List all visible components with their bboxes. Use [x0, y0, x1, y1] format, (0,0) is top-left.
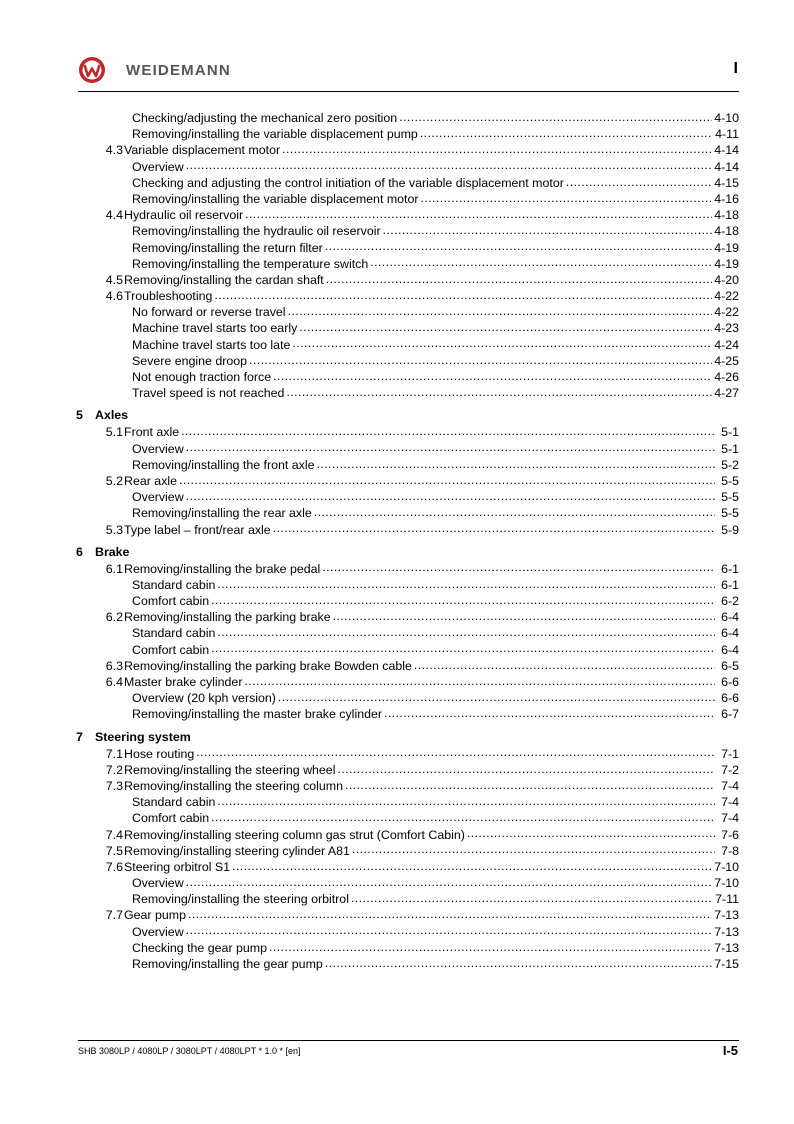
toc-entry-title: Overview (20 kph version)	[132, 691, 276, 706]
toc-entry-page: 7-13	[714, 924, 739, 939]
dot-leader	[188, 907, 712, 919]
toc-entry-number: 6.3	[105, 658, 123, 673]
toc-entry-title: No forward or reverse travel	[132, 305, 286, 320]
toc-entry-section[interactable]	[76, 778, 739, 794]
dot-leader	[414, 658, 715, 670]
page-header	[78, 56, 738, 90]
toc-entry-section[interactable]	[76, 658, 739, 674]
dot-leader	[186, 441, 715, 453]
toc-entry-page: 5-9	[721, 522, 739, 537]
toc-entry-page: 6-4	[721, 626, 739, 641]
dot-leader	[186, 875, 713, 887]
toc-entry-sub[interactable]	[76, 810, 739, 826]
toc-entry-title: Removing/installing the gear pump	[132, 957, 323, 971]
toc-entry-page: 6-7	[721, 707, 739, 722]
dot-leader	[214, 288, 712, 300]
toc-entry-title: Removing/installing the cardan shaft	[124, 272, 324, 287]
toc-entry-sub[interactable]	[76, 690, 739, 706]
dot-leader	[325, 240, 712, 252]
toc-entry-section[interactable]	[76, 288, 739, 304]
toc-entry-sub[interactable]	[76, 625, 739, 641]
dot-leader	[566, 175, 712, 187]
toc-entry-sub[interactable]	[76, 940, 739, 956]
toc-entry-number: 4.5	[105, 272, 123, 287]
toc-entry-page: 7-4	[721, 811, 739, 826]
toc-entry-title: Removing/installing the parking brake Bowden cable	[124, 658, 412, 673]
toc-entry-sub[interactable]	[76, 794, 739, 810]
toc-entry-title: Checking and adjusting the control initiation of the variable displacement motor	[132, 175, 564, 190]
toc-entry-title: Brake	[95, 544, 130, 559]
toc-entry-number: 6.1	[105, 561, 123, 576]
dot-leader	[179, 473, 715, 485]
toc-entry-title: Overview	[132, 924, 184, 939]
toc-entry-title: Checking the gear pump	[132, 940, 268, 955]
toc-entry-page: 7-15	[714, 957, 739, 971]
toc-entry-number: 5.2	[105, 473, 123, 488]
toc-entry-number: 4.4	[105, 208, 123, 223]
toc-entry-page: 7-13	[714, 940, 739, 955]
toc-entry-title: Hose routing	[124, 746, 195, 761]
brand-name: WEIDEMANN	[126, 62, 231, 79]
toc-entry-sub[interactable]	[76, 240, 739, 256]
toc-entry-title: Not enough traction force	[132, 370, 272, 384]
toc-entry-section[interactable]	[76, 424, 739, 440]
toc-entry-chapter[interactable]	[76, 544, 739, 561]
toc-entry-page: 4-18	[714, 224, 739, 239]
header-divider	[78, 91, 739, 92]
dot-leader	[292, 337, 712, 349]
toc-entry-number: 7.6	[105, 859, 123, 874]
toc-entry-sub[interactable]	[76, 706, 739, 722]
dot-leader	[299, 320, 712, 332]
toc-entry-page: 7-2	[721, 762, 739, 777]
toc-entry-number: 6.2	[105, 610, 123, 625]
toc-entry-title: Standard cabin	[132, 626, 216, 641]
toc-entry-title: Comfort cabin	[132, 594, 210, 609]
toc-entry-page: 5-5	[721, 506, 739, 521]
toc-entry-section[interactable]	[76, 561, 739, 577]
toc-entry-page: 4-22	[714, 305, 739, 320]
toc-entry-section[interactable]	[76, 142, 739, 158]
toc-entry-section[interactable]	[76, 907, 739, 923]
toc-entry-title: Travel speed is not reached	[132, 386, 285, 401]
toc-entry-section[interactable]	[76, 859, 739, 875]
dot-leader	[186, 924, 713, 936]
toc-entry-number: 7.5	[105, 843, 123, 858]
toc-entry-page: 5-1	[721, 441, 739, 456]
toc-entry-page: 4-26	[714, 370, 739, 384]
toc-entry-page: 4-14	[714, 143, 739, 158]
dot-leader	[326, 272, 712, 284]
toc-entry-sub[interactable]	[76, 320, 739, 336]
toc-entry-title: Removing/installing the variable displacement pump	[132, 127, 418, 142]
toc-entry-title: Steering system	[95, 729, 191, 744]
toc-entry-page: 4-27	[714, 386, 739, 401]
toc-entry-page: 7-1	[721, 746, 739, 761]
toc-entry-title: Variable displacement motor	[124, 143, 281, 158]
toc-entry-number: 6	[76, 544, 83, 559]
toc-entry-title: Removing/installing the hydraulic oil reservoir	[132, 224, 381, 239]
toc-entry-sub[interactable]	[76, 353, 739, 369]
toc-entry-sub[interactable]	[76, 191, 739, 207]
toc-entry-sub[interactable]	[76, 126, 739, 142]
dot-leader	[384, 706, 715, 718]
toc-entry-title: Removing/installing the variable displacement motor	[132, 191, 419, 206]
table-of-contents	[76, 110, 739, 972]
toc-entry-sub[interactable]	[76, 223, 739, 239]
dot-leader	[322, 561, 715, 573]
toc-entry-page: 4-11	[715, 127, 739, 142]
toc-entry-title: Rear axle	[124, 473, 178, 488]
toc-entry-title: Removing/installing the parking brake	[124, 610, 331, 625]
weidemann-w-logo-icon	[78, 56, 106, 84]
dot-leader	[244, 674, 715, 686]
dot-leader	[317, 457, 715, 469]
toc-entry-title: Removing/installing the steering column	[124, 778, 344, 793]
toc-entry-number: 4.6	[105, 289, 123, 304]
toc-entry-title: Machine travel starts too early	[132, 321, 298, 336]
dot-leader	[217, 625, 715, 637]
toc-entry-title: Checking/adjusting the mechanical zero position	[132, 111, 398, 125]
dot-leader	[211, 642, 715, 654]
document-id: SHB 3080LP / 4080LP / 3080LPT / 4080LPT * 1.0 * [en]	[78, 1046, 301, 1056]
toc-entry-page: 4-20	[714, 272, 739, 287]
toc-entry-page: 7-10	[714, 876, 739, 891]
page-number: I-5	[722, 1043, 738, 1058]
toc-entry-title: Gear pump	[124, 908, 186, 923]
toc-entry-number: 6.4	[105, 675, 123, 689]
dot-leader	[420, 126, 713, 138]
toc-entry-page: 7-13	[714, 908, 739, 923]
toc-entry-page: 6-6	[721, 675, 739, 689]
dot-leader	[269, 940, 712, 952]
toc-entry-sub[interactable]	[76, 337, 739, 353]
toc-entry-page: 5-2	[721, 457, 739, 472]
toc-entry-title: Removing/installing the return filter	[132, 240, 323, 255]
toc-entry-title: Standard cabin	[132, 577, 216, 592]
toc-entry-sub[interactable]	[76, 369, 739, 385]
toc-entry-section[interactable]	[76, 473, 739, 489]
toc-entry-title: Removing/installing the steering orbitrol	[132, 892, 349, 907]
toc-entry-section[interactable]	[76, 674, 739, 690]
toc-entry-title: Removing/installing the front axle	[132, 457, 315, 472]
toc-entry-page: 4-24	[714, 337, 739, 352]
toc-entry-number: 4.3	[105, 143, 123, 158]
dot-leader	[217, 794, 715, 806]
dot-leader	[211, 810, 715, 822]
toc-entry-page: 6-1	[721, 561, 739, 576]
toc-entry-title: Overview	[132, 159, 184, 174]
dot-leader	[467, 827, 715, 839]
toc-entry-title: Removing/installing steering column gas strut (Comfort Cabin)	[124, 827, 465, 842]
dot-leader	[352, 843, 715, 855]
dot-leader	[245, 207, 712, 219]
toc-entry-page: 4-14	[714, 159, 739, 174]
toc-entry-title: Comfort cabin	[132, 642, 210, 657]
toc-entry-title: Removing/installing the brake pedal	[124, 561, 321, 576]
toc-entry-page: 7-6	[721, 827, 739, 842]
toc-entry-section[interactable]	[76, 827, 739, 843]
dot-leader	[288, 304, 713, 316]
toc-entry-title: Troubleshooting	[124, 289, 213, 304]
toc-entry-sub[interactable]	[76, 256, 739, 272]
dot-leader	[325, 956, 712, 968]
dot-leader	[337, 762, 715, 774]
dot-leader	[217, 577, 715, 589]
toc-entry-section[interactable]	[76, 843, 739, 859]
toc-entry-number: 7.4	[105, 827, 123, 842]
toc-entry-page: 4-10	[714, 111, 739, 125]
toc-entry-number: 5.3	[105, 522, 123, 537]
dot-leader	[278, 690, 715, 702]
toc-entry-page: 4-19	[714, 256, 739, 271]
toc-entry-page: 4-23	[714, 321, 739, 336]
toc-entry-sub[interactable]	[76, 642, 739, 658]
toc-entry-number: 7.1	[105, 746, 123, 761]
toc-entry-number: 7	[76, 729, 83, 744]
dot-leader	[351, 891, 713, 903]
toc-entry-page: 4-16	[714, 191, 739, 206]
toc-entry-number: 7.3	[105, 778, 123, 793]
toc-entry-sub[interactable]	[76, 110, 739, 126]
toc-entry-page: 7-10	[714, 859, 739, 874]
toc-entry-sub[interactable]	[76, 891, 739, 907]
toc-entry-title: Master brake cylinder	[124, 675, 243, 689]
dot-leader	[181, 424, 715, 436]
toc-entry-sub[interactable]	[76, 159, 739, 175]
toc-entry-sub[interactable]	[76, 505, 739, 521]
toc-entry-title: Overview	[132, 441, 184, 456]
toc-entry-title: Overview	[132, 490, 184, 505]
toc-entry-title: Comfort cabin	[132, 811, 210, 826]
toc-entry-page: 4-22	[714, 289, 739, 304]
dot-leader	[286, 385, 712, 397]
toc-entry-sub[interactable]	[76, 924, 739, 940]
toc-entry-sub[interactable]	[76, 577, 739, 593]
toc-entry-page: 7-4	[721, 795, 739, 810]
toc-entry-sub[interactable]	[76, 875, 739, 891]
toc-entry-sub[interactable]	[76, 304, 739, 320]
dot-leader	[186, 489, 715, 501]
dot-leader	[333, 609, 715, 621]
toc-entry-page: 6-4	[721, 642, 739, 657]
toc-entry-title: Removing/installing the temperature switch	[132, 256, 369, 271]
toc-entry-page: 4-25	[714, 353, 739, 368]
toc-entry-page: 7-4	[721, 778, 739, 793]
toc-entry-title: Steering orbitrol S1	[124, 859, 231, 874]
toc-entry-number: 7.7	[105, 908, 123, 923]
toc-entry-section[interactable]	[76, 609, 739, 625]
toc-entry-page: 4-15	[714, 175, 739, 190]
dot-leader	[211, 593, 715, 605]
toc-entry-chapter[interactable]	[76, 729, 739, 746]
toc-entry-sub[interactable]	[76, 593, 739, 609]
toc-entry-page: 6-1	[721, 577, 739, 592]
toc-entry-title: Type label – front/rear axle	[124, 522, 271, 537]
toc-entry-title: Machine travel starts too late	[132, 337, 291, 352]
toc-entry-page: 7-11	[715, 892, 739, 907]
dot-leader	[421, 191, 713, 203]
toc-entry-page: 6-6	[721, 691, 739, 706]
toc-entry-title: Severe engine droop	[132, 353, 248, 368]
dot-leader	[399, 110, 712, 122]
toc-entry-title: Standard cabin	[132, 795, 216, 810]
toc-entry-title: Removing/installing the master brake cylinder	[132, 707, 382, 722]
dot-leader	[232, 859, 712, 871]
dot-leader	[273, 369, 712, 381]
toc-entry-section[interactable]	[76, 522, 739, 538]
toc-entry-chapter[interactable]	[76, 407, 739, 424]
toc-entry-title: Removing/installing the steering wheel	[124, 762, 336, 777]
toc-entry-page: 4-18	[714, 208, 739, 223]
toc-entry-page: 5-5	[721, 473, 739, 488]
footer-divider	[78, 1040, 739, 1041]
toc-entry-sub[interactable]	[76, 441, 739, 457]
dot-leader	[196, 746, 715, 758]
toc-entry-sub[interactable]	[76, 457, 739, 473]
dot-leader	[186, 159, 713, 171]
toc-entry-sub[interactable]	[76, 175, 739, 191]
toc-entry-page: 5-5	[721, 490, 739, 505]
toc-entry-number: 5.1	[105, 425, 123, 440]
toc-entry-page: 6-5	[721, 658, 739, 673]
toc-entry-section[interactable]	[76, 207, 739, 223]
toc-entry-title: Removing/installing steering cylinder A81	[124, 843, 350, 858]
dot-leader	[345, 778, 715, 790]
toc-entry-section[interactable]	[76, 746, 739, 762]
toc-entry-page: 5-1	[721, 425, 739, 440]
toc-entry-title: Axles	[95, 408, 129, 423]
chapter-mark: I	[733, 60, 738, 77]
toc-entry-page: 6-4	[721, 610, 739, 625]
toc-entry-sub[interactable]	[76, 956, 739, 972]
toc-entry-sub[interactable]	[76, 489, 739, 505]
toc-entry-section[interactable]	[76, 762, 739, 778]
toc-entry-page: 4-19	[714, 240, 739, 255]
dot-leader	[370, 256, 712, 268]
toc-entry-sub[interactable]	[76, 385, 739, 401]
toc-entry-section[interactable]	[76, 272, 739, 288]
dot-leader	[282, 142, 712, 154]
toc-entry-page: 7-8	[721, 843, 739, 858]
toc-entry-title: Hydraulic oil reservoir	[124, 208, 244, 223]
dot-leader	[249, 353, 712, 365]
toc-entry-title: Overview	[132, 876, 184, 891]
dot-leader	[314, 505, 715, 517]
dot-leader	[273, 522, 715, 534]
toc-entry-page: 6-2	[721, 594, 739, 609]
toc-entry-number: 5	[76, 408, 83, 423]
toc-entry-number: 7.2	[105, 762, 123, 777]
toc-entry-title: Front axle	[124, 425, 180, 440]
dot-leader	[383, 223, 713, 235]
toc-entry-title: Removing/installing the rear axle	[132, 506, 312, 521]
